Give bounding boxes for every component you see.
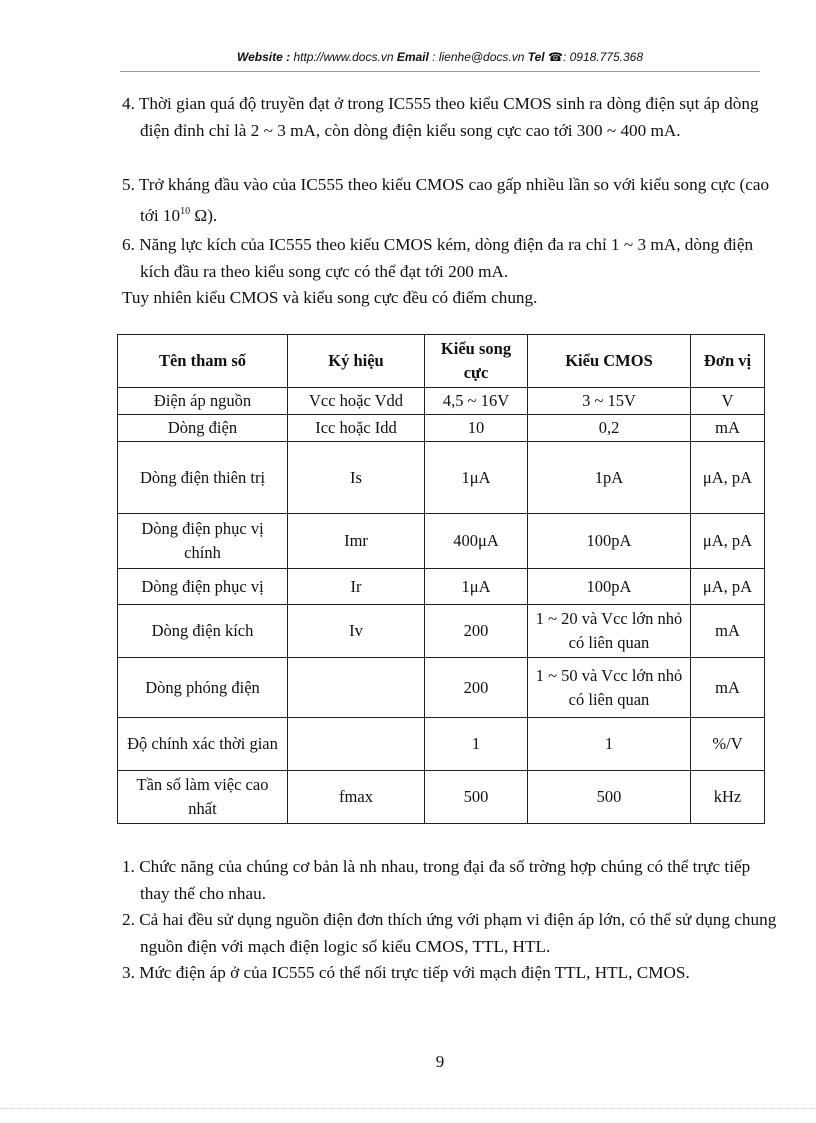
cell-unit: mA: [691, 658, 765, 718]
cell-symbol: Iv: [288, 605, 425, 658]
cell-unit: μA, pA: [691, 442, 765, 514]
header-bipolar: Kiểu song cực: [425, 335, 528, 388]
cell-param-name: Dòng phóng điện: [118, 658, 288, 718]
cell-cmos: 1: [528, 718, 691, 771]
cell-symbol: Imr: [288, 514, 425, 569]
table-row: [118, 658, 765, 718]
cell-bipolar: 500: [425, 771, 528, 824]
email-value: : lienhe@docs.vn: [428, 50, 528, 64]
intro-item-5: [122, 171, 780, 229]
intro-item-5-end: Ω).: [190, 206, 218, 225]
website-value: http://www.docs.vn: [290, 50, 397, 64]
tel-value: : 0918.775.368: [562, 50, 644, 64]
common-point-3: 3. Mức điện áp ở của IC555 có thể nối trực tiếp với mạch điện TTL, HTL, CMOS.: [122, 963, 690, 982]
cell-cmos: 1 ~ 50 và Vcc lớn nhỏ có liên quan: [528, 658, 691, 718]
table-header-row: [118, 335, 765, 388]
table-row: [118, 569, 765, 605]
cell-cmos: 100pA: [528, 569, 691, 605]
header-unit: Đơn vị: [691, 335, 765, 388]
cell-unit: %/V: [691, 718, 765, 771]
table-row: [118, 442, 765, 514]
header-param-name: Tên tham số: [118, 335, 288, 388]
cell-cmos: 3 ~ 15V: [528, 388, 691, 415]
table-row: [118, 514, 765, 569]
cell-unit: V: [691, 388, 765, 415]
header-symbol: Ký hiệu: [288, 335, 425, 388]
header-divider: [120, 71, 760, 72]
cell-unit: mA: [691, 415, 765, 442]
website-label: Website :: [236, 50, 291, 64]
cell-symbol: [288, 658, 425, 718]
cell-cmos: 100pA: [528, 514, 691, 569]
cell-unit: μA, pA: [691, 514, 765, 569]
intro-item-5-exponent: 10: [180, 206, 191, 217]
cell-unit: μA, pA: [691, 569, 765, 605]
cell-cmos: 1pA: [528, 442, 691, 514]
cell-symbol: Icc hoặc Idd: [288, 415, 425, 442]
table-row: [118, 718, 765, 771]
table-row: [118, 771, 765, 824]
cell-param-name: Độ chính xác thời gian: [118, 718, 288, 771]
cell-param-name: Dòng điện phục vị chính: [118, 514, 288, 569]
cell-param-name: Điện áp nguồn: [118, 388, 288, 415]
cell-bipolar: 1: [425, 718, 528, 771]
cell-cmos: 0,2: [528, 415, 691, 442]
page-number: 9: [435, 1052, 445, 1071]
intro-item-6: 6. Năng lực kích của IC555 theo kiểu CMOS kém, dòng điện đa ra chỉ 1 ~ 3 mA, dòng điện kích đầu ra theo kiểu song cực có thể đạt tới 200 mA.: [122, 235, 754, 281]
parameter-table: [117, 334, 765, 824]
cell-bipolar: 200: [425, 658, 528, 718]
cell-bipolar: 200: [425, 605, 528, 658]
cell-param-name: Dòng điện thiên trị: [118, 442, 288, 514]
cell-bipolar: 400μA: [425, 514, 528, 569]
common-point-2: 2. Cả hai đều sử dụng nguồn điện đơn thích ứng với phạm vi điện áp lớn, có thể sử dụng chung nguồn điện với mạch điện logic số kiểu CMOS, TTL, HTL.: [122, 910, 777, 956]
table-row: [118, 388, 765, 415]
cell-unit: kHz: [691, 771, 765, 824]
cell-bipolar: 1μA: [425, 442, 528, 514]
cell-unit: mA: [691, 605, 765, 658]
cell-cmos: 1 ~ 20 và Vcc lớn nhỏ có liên quan: [528, 605, 691, 658]
page-header: [120, 50, 760, 64]
table-row: [118, 605, 765, 658]
cell-symbol: [288, 718, 425, 771]
summary-line: Tuy nhiên kiểu CMOS và kiểu song cực đều có điểm chung.: [122, 288, 538, 307]
common-point-1: 1. Chức năng của chúng cơ bản là nh nhau, trong đại đa số trờng hợp chúng có thể trực tiếp thay thế cho nhau.: [122, 857, 751, 903]
cell-param-name: Dòng điện: [118, 415, 288, 442]
cell-cmos: 500: [528, 771, 691, 824]
footer-divider: [0, 1108, 816, 1109]
intro-item-5-text: 5. Trở kháng đầu vào của IC555 theo kiểu CMOS cao gấp nhiều lần so với kiểu song cực (cao tới 10: [122, 175, 770, 225]
cell-bipolar: 10: [425, 415, 528, 442]
email-label: Email: [396, 50, 429, 64]
intro-item-4: 4. Thời gian quá độ truyền đạt ở trong IC555 theo kiểu CMOS sinh ra dòng điện sụt áp dòng điện đỉnh chỉ là 2 ~ 3 mA, còn dòng điện kiểu song cực cao tới 300 ~ 400 mA.: [122, 94, 759, 140]
cell-param-name: Tần số làm việc cao nhất: [118, 771, 288, 824]
cell-bipolar: 1μA: [425, 569, 528, 605]
cell-symbol: Is: [288, 442, 425, 514]
cell-param-name: Dòng điện phục vị: [118, 569, 288, 605]
cell-param-name: Dòng điện kích: [118, 605, 288, 658]
header-cmos: Kiểu CMOS: [528, 335, 691, 388]
cell-symbol: fmax: [288, 771, 425, 824]
table-row: [118, 415, 765, 442]
cell-symbol: Vcc hoặc Vdd: [288, 388, 425, 415]
tel-label: Tel ☎: [527, 50, 563, 64]
cell-bipolar: 4,5 ~ 16V: [425, 388, 528, 415]
cell-symbol: Ir: [288, 569, 425, 605]
